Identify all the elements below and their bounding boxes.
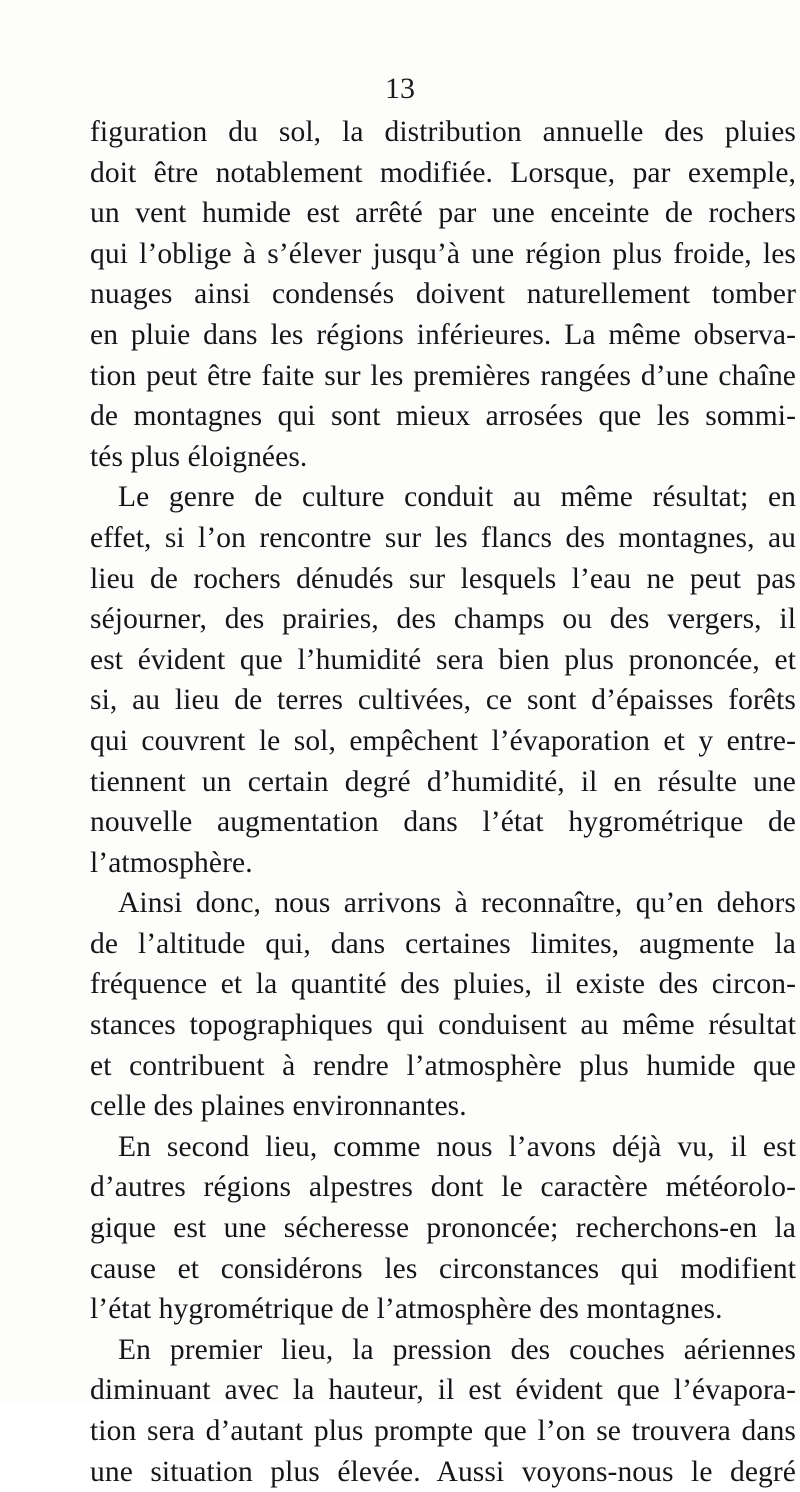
- text-line: Ainsi donc, nous arrivons à reconnaître, qu’en dehors: [118, 887, 796, 920]
- text-line: stances topographiques qui conduisent au même résultat: [90, 1009, 796, 1042]
- text-line: de l’altitude qui, dans certaines limites, augmente la: [90, 927, 796, 960]
- text-line: est évident que l’humidité sera bien plus prononcée, et: [90, 643, 796, 676]
- text-line: diminuant avec la hauteur, il est évident que l’évapora-: [90, 1374, 796, 1407]
- text-line: tiennent un certain degré d’humidité, il en résulte une: [90, 765, 796, 798]
- text-line: celle des plaines environnantes.: [90, 1090, 467, 1123]
- text-line: Le genre de culture conduit au même résultat; en: [118, 481, 796, 514]
- text-line: de montagnes qui sont mieux arrosées que les sommi-: [90, 400, 796, 433]
- text-line: et contribuent à rendre l’atmosphère plus humide que: [90, 1049, 796, 1082]
- text-line: tés plus éloignées.: [90, 440, 308, 473]
- text-line: en pluie dans les régions inférieures. La même observa-: [90, 318, 796, 351]
- text-line: gique est une sécheresse prononcée; recherchons-en la: [90, 1212, 796, 1245]
- text-line: effet, si l’on rencontre sur les flancs des montagnes, au: [90, 521, 796, 554]
- text-line: un vent humide est arrêté par une enceinte de rochers: [90, 197, 796, 230]
- text-line: l’atmosphère.: [90, 846, 253, 879]
- text-line: nuages ainsi condensés doivent naturellement tomber: [90, 278, 796, 311]
- text-line: doit être notablement modifiée. Lorsque, par exemple,: [90, 156, 796, 189]
- text-line: lieu de rochers dénudés sur lesquels l’eau ne peut pas: [90, 562, 796, 595]
- text-line: En premier lieu, la pression des couches aériennes: [118, 1333, 796, 1366]
- text-line: séjourner, des prairies, des champs ou des vergers, il: [90, 603, 796, 636]
- page-number: 13: [385, 72, 415, 105]
- text-line: si, au lieu de terres cultivées, ce sont d’épaisses forêts: [90, 684, 796, 717]
- text-line: d’autres régions alpestres dont le caractère météorolo-: [90, 1171, 796, 1204]
- text-line: figuration du sol, la distribution annuelle des pluies: [90, 116, 796, 148]
- text-line: qui l’oblige à s’élever jusqu’à une région plus froide, les: [90, 237, 796, 270]
- text-line: une situation plus élevée. Aussi voyons-nous le degré: [90, 1455, 796, 1488]
- text-line: cause et considérons les circonstances qui modifient: [90, 1252, 796, 1285]
- text-line: qui couvrent le sol, empêchent l’évaporation et y entre-: [90, 724, 796, 757]
- text-line: l’état hygrométrique de l’atmosphère des montagnes.: [90, 1293, 723, 1326]
- text-line: tion peut être faite sur les premières rangées d’une chaîne: [90, 359, 796, 392]
- text-line: tion sera d’autant plus prompte que l’on se trouvera dans: [90, 1415, 796, 1447]
- body-text: [90, 112, 796, 1492]
- text-line: nouvelle augmentation dans l’état hygrométrique de: [90, 806, 796, 839]
- text-line: fréquence et la quantité des pluies, il existe des circon-: [90, 968, 796, 1001]
- text-line: En second lieu, comme nous l’avons déjà vu, il est: [118, 1130, 796, 1163]
